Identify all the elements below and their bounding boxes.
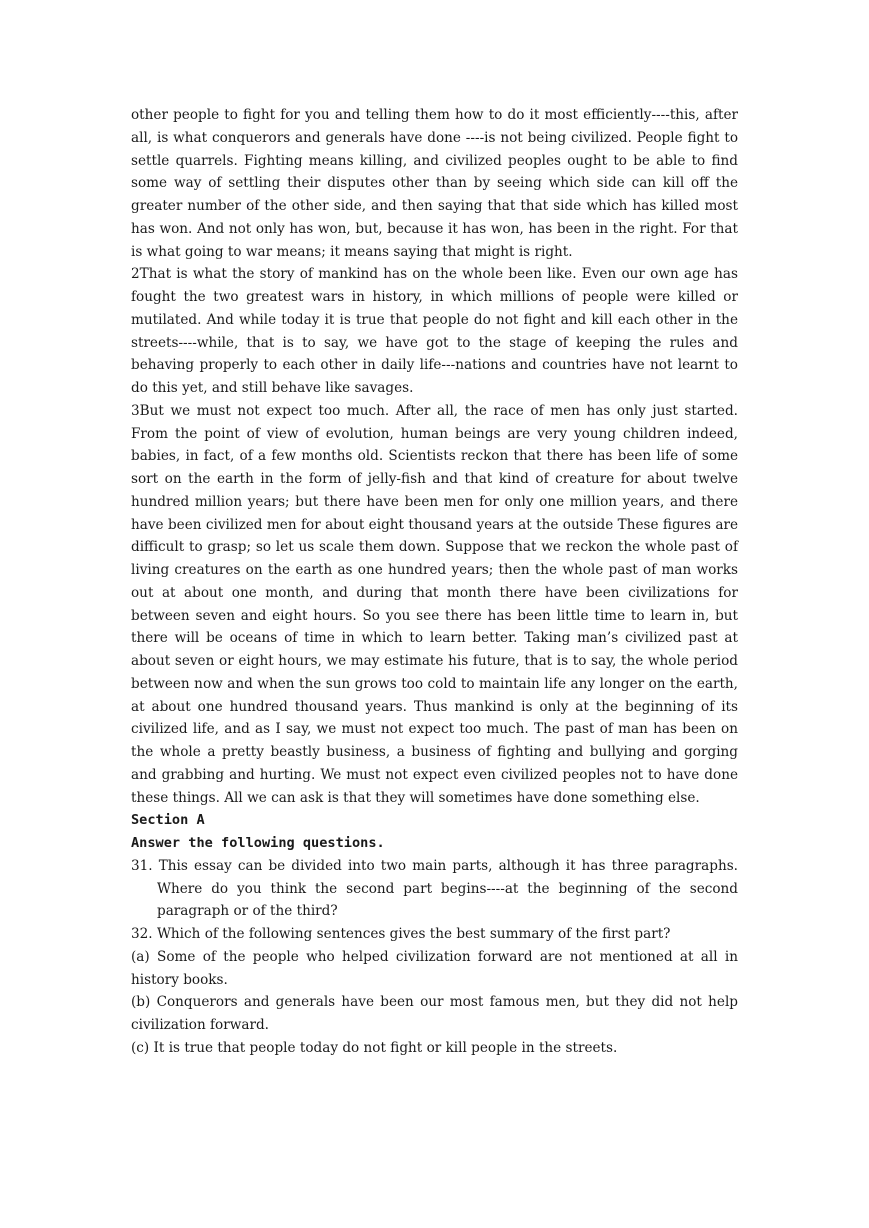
question-32-option-a: (a) Some of the people who helped civilization forward are not mentioned at all in history books. [131,948,738,988]
passage-paragraph-3: 3But we must not expect too much. After all, the race of men has only just started. From the point of view of evolution, human beings are very young children indeed, babies, in fact, of a few months old. Scientists reckon that there has been life of some sort on the earth in the form of jelly-fish and that kind of creature for about twelve hundred million years; but there have been men for only one million years, and there have been civilized men for about eight thousand years at the outside These figures are difficult to grasp; so let us scale them down. Suppose that we reckon the whole past of living creatures on the earth as one hundred years; then the whole past of man works out at about one month, and during that month there have been civilizations for between seven and eight hours. So you see there has been little time to learn in, but there will be oceans of time in which to learn better. Taking man’s civilized past at about seven or eight hours, we may estimate his future, that is to say, the whole period between now and when the sun grows too cold to maintain life any longer on the earth, at about one hundred thousand years. Thus mankind is only at the beginning of its civilized life, and as I say, we must not expect too much. The past of man has been on the whole a pretty beastly business, a business of fighting and bullying and gorging and grabbing and hurting. We must not expect even civilized peoples not to have done these things. All we can ask is that they will sometimes have done something else. [131,402,738,806]
question-32: 32. Which of the following sentences gives the best summary of the first part? [131,926,671,942]
section-instruction: Answer the following questions. [131,835,385,851]
question-31: 31. This essay can be divided into two main parts, although it has three paragraphs. Where do you think the second part begins----at the beginning of the second paragraph or of the third? [131,857,738,920]
passage-paragraph-2: 2That is what the story of mankind has on the whole been like. Even our own age has fought the two greatest wars in history, in which millions of people were killed or mutilated. And while today it is true that people do not fight and kill each other in the streets----while, that is to say, we have got to the stage of keeping the rules and behaving properly to each other in daily life---nations and countries have not learnt to do this yet, and still behave like savages. [131,266,738,396]
question-32-option-c: (c) It is true that people today do not fight or kill people in the streets. [131,1039,618,1056]
question-32-option-b: (b) Conquerors and generals have been our most famous men, but they did not help civilization forward. [131,994,738,1033]
document-page [131,104,738,1060]
section-title: Section A [131,812,205,829]
passage-paragraph-1: other people to fight for you and telling them how to do it most efficiently----this, after all, is what conquerors and generals have done ----is not being civilized. People fight to settle quarrels. Fighting means killing, and civilized peoples ought to be able to find some way of settling their disputes other than by seeing which side can kill off the greater number of the other side, and then saying that that side which has killed most has won. And not only has won, but, because it has won, has been in the right. For that is what going to war means; it means saying that might is right. [131,107,738,260]
